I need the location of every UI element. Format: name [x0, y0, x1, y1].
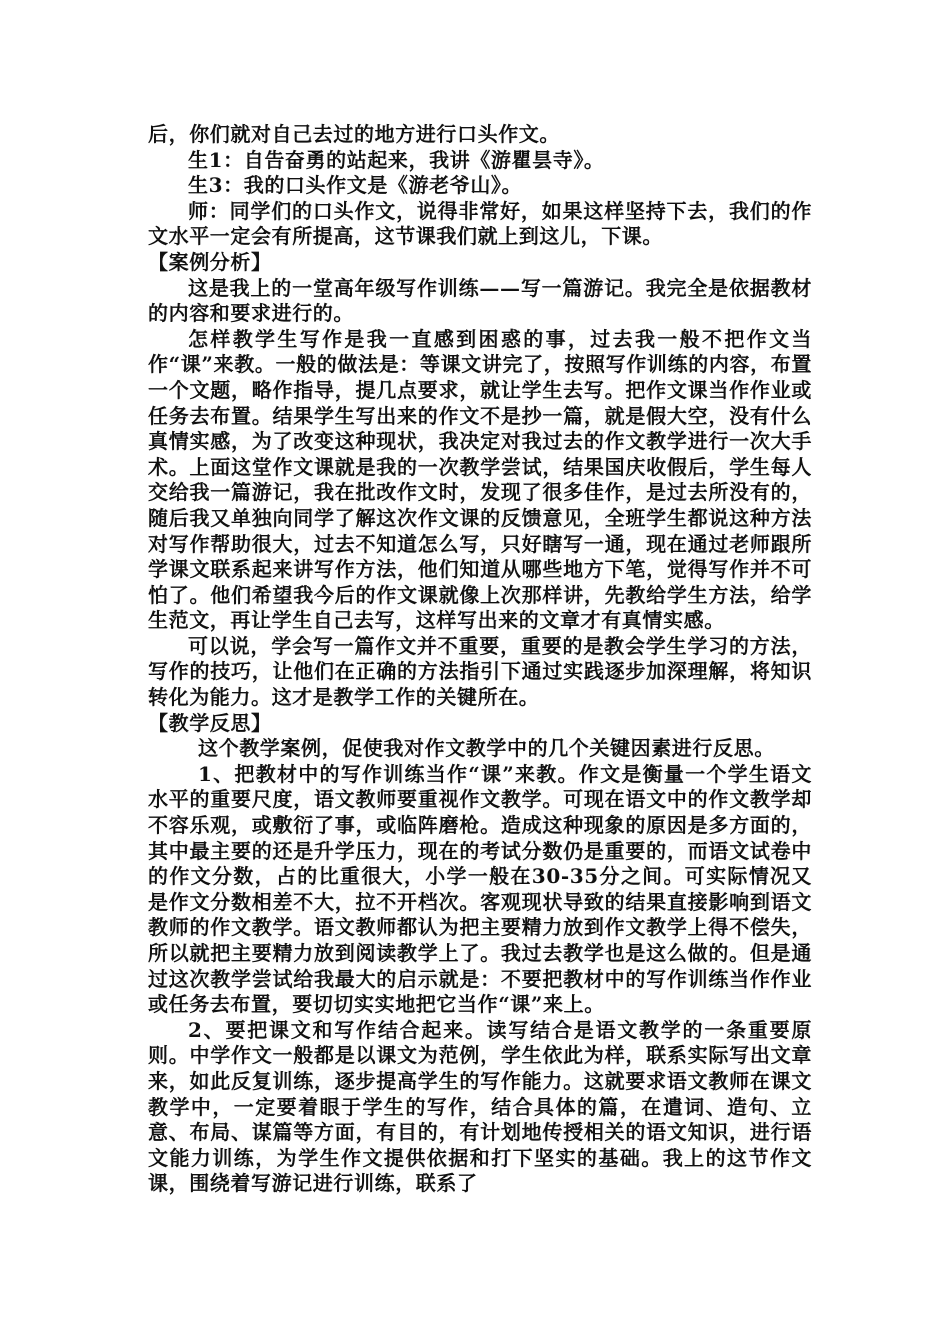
- paragraph-reflection-intro: 这个教学案例，促使我对作文教学中的几个关键因素进行反思。: [198, 736, 775, 761]
- paragraph-intro-end: 后，你们就对自己去过的地方进行口头作文。: [148, 122, 560, 146]
- paragraph-analysis-3: 可以说，学会写一篇作文并不重要，重要的是教会学生学习的方法，写作的技巧，让他们在正确的方法指引下通过实践逐步加深理解，将知识转化为能力。这才是教学工作的关键所在。: [148, 633, 812, 710]
- paragraph-analysis-1: 这是我上的一堂高年级写作训练——写一篇游记。我完全是依据教材的内容和要求进行的。: [148, 275, 812, 326]
- document-body: [148, 122, 812, 1197]
- paragraph-reflection-point-1: 1、把教材中的写作训练当作“课”来教。作文是衡量一个学生语文水平的重要尺度，语文教师要重视作文教学。可现在语文中的作文教学却不容乐观，或敷衍了事，或临阵磨枪。造成这种现象的原因是多方面的，其中最主要的还是升学压力，现在的考试分数仍是重要的，而语文试卷中的作文分数，占的比重很大，小学一般在30-35分之间。可实际情况又是作文分数相差不大，拉不开档次。客观现状导致的结果直接影响到语文教师的作文教学。语文教师都认为把主要精力放到作文教学上得不偿失，所以就把主要精力放到阅读教学上了。我过去教学也是这么做的。但是通过这次教学尝试给我最大的启示就是：不要把教材中的写作训练当作作业或任务去布置，要切切实实地把它当作“课”来上。: [148, 761, 812, 1017]
- paragraph-analysis-2: 怎样教学生写作是我一直感到困惑的事，过去我一般不把作文当作“课”来教。一般的做法是：等课文讲完了，按照写作训练的内容，布置一个文题，略作指导，提几点要求，就让学生去写。把作文课当作作业或任务去布置。结果学生写出来的作文不是抄一篇，就是假大空，没有什么真情实感，为了改变这种现状，我决定对我过去的作文教学进行一次大手术。上面这堂作文课就是我的一次教学尝试，结果国庆收假后，学生每人交给我一篇游记，我在批改作文时，发现了很多佳作，是过去所没有的，随后我又单独向同学了解这次作文课的反馈意见，全班学生都说这种方法对写作帮助很大，过去不知道怎么写，只好瞎写一通，现在通过老师跟所学课文联系起来讲写作方法，他们知道从哪些地方下笔，觉得写作并不可怕了。他们希望我今后的作文课就像上次那样讲，先教给学生方法，给学生范文，再让学生自己去写，这样写出来的文章才有真情实感。: [148, 326, 812, 633]
- paragraph-student-3: 生3：我的口头作文是《游老爷山》。: [188, 173, 523, 198]
- paragraph-teacher-closing: 师：同学们的口头作文，说得非常好，如果这样坚持下去，我们的作文水平一定会有所提高，这节课我们就上到这儿，下课。: [148, 198, 812, 249]
- paragraph-reflection-point-2: 2、要把课文和写作结合起来。读写结合是语文教学的一条重要原则。中学作文一般都是以课文为范例，学生依此为样，联系实际写出文章来，如此反复训练，逐步提高学生的写作能力。这就要求语文教师在课文教学中，一定要着眼于学生的写作，结合具体的篇，在遣词、造句、立意、布局、谋篇等方面，有目的，有计划地传授相关的语文知识，进行语文能力训练，为学生作文提供依据和打下坚实的基础。我上的这节作文课，围绕着写游记进行训练，联系了: [148, 1017, 812, 1196]
- paragraph-student-1: 生1：自告奋勇的站起来，我讲《游瞿昙寺》。: [188, 147, 605, 172]
- heading-case-analysis: 【案例分析】: [148, 249, 272, 274]
- heading-teaching-reflection: 【教学反思】: [148, 710, 272, 735]
